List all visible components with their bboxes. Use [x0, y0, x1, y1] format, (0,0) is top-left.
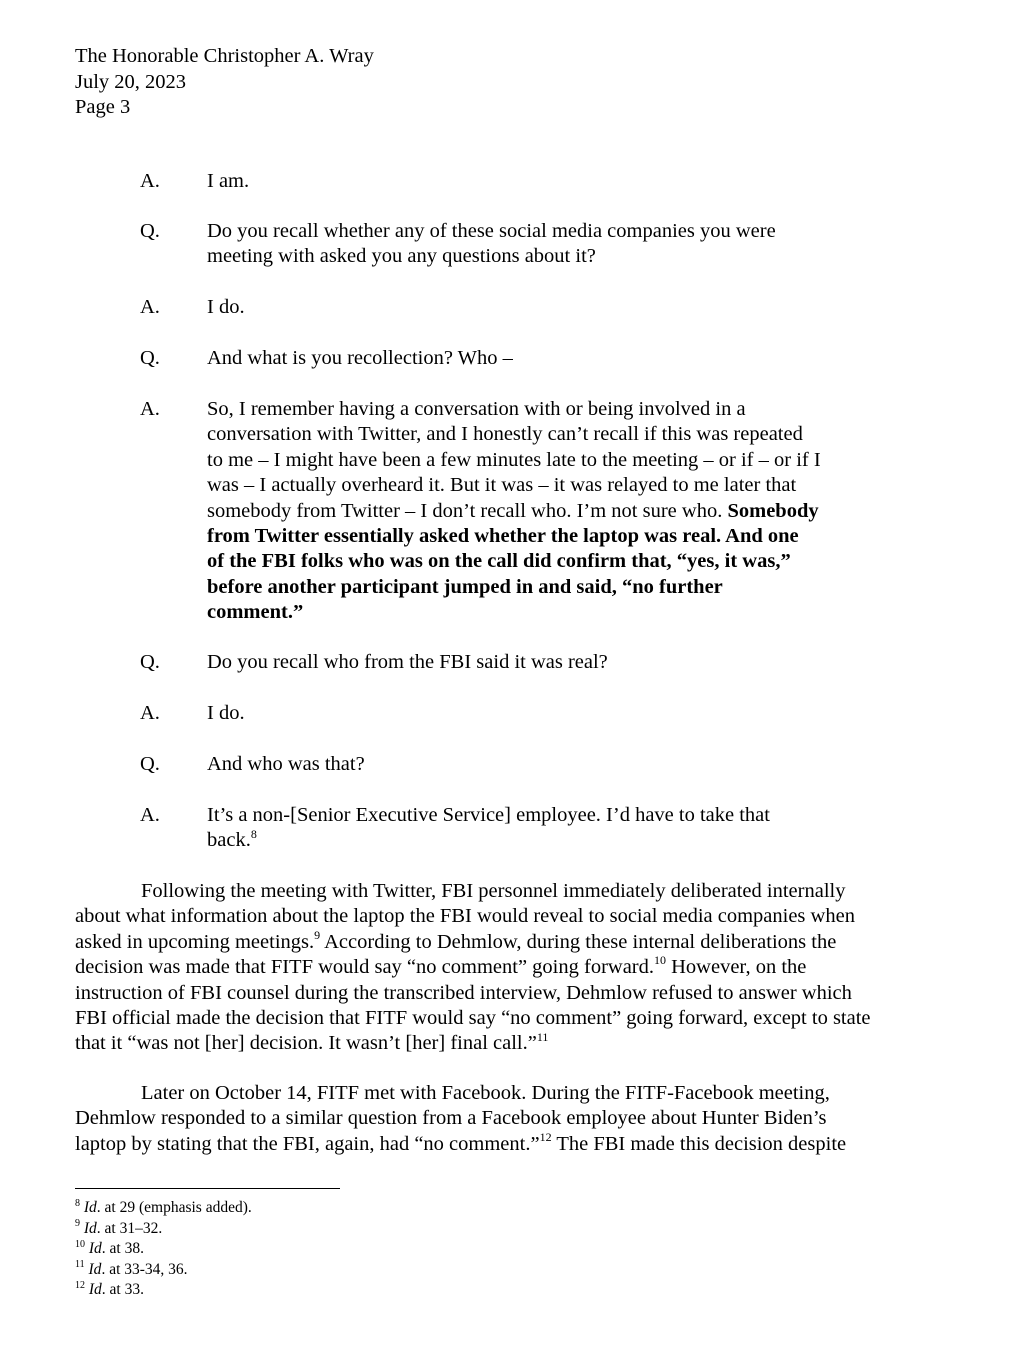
plain-text: that it “was not [her] decision. It wasn’t [her] final call.” — [75, 1032, 537, 1055]
text-line — [75, 1031, 945, 1056]
footnote-number: 8 — [75, 1197, 80, 1209]
page-number: Page 3 — [75, 96, 131, 118]
emphasis-text: before another participant jumped in and said, “no further — [207, 575, 723, 598]
plain-text: The FBI made this decision despite — [551, 1132, 847, 1155]
emphasis-text: of the FBI folks who was on the call did confirm that, “yes, it was,” — [207, 550, 791, 573]
text-line — [75, 927, 945, 955]
transcript-text: I do. — [207, 296, 245, 318]
text-line: FBI official made the decision that FITF would say “no comment” going forward, except to state — [75, 1007, 871, 1030]
emphasis-line — [207, 524, 887, 549]
transcript-text — [207, 397, 887, 626]
footnote-text: . at 38. — [101, 1240, 144, 1257]
footnote-number: 9 — [75, 1218, 80, 1230]
speaker-label: A. — [140, 702, 160, 724]
text-line: Later on October 14, FITF met with Facebook. During the FITF-Facebook meeting, — [141, 1082, 830, 1104]
speaker-label: A. — [140, 170, 160, 192]
emphasis-line — [207, 600, 887, 625]
text-line: So, I remember having a conversation with or being involved in a — [207, 398, 746, 420]
text-line: It’s a non-[Senior Executive Service] employee. I’d have to take that — [207, 804, 770, 826]
text-line: Dehmlow responded to a similar question from a Facebook employee about Hunter Biden’s — [75, 1107, 827, 1130]
text-line: conversation with Twitter, and I honestly can’t recall if this was repeated — [207, 423, 803, 446]
letter-header — [75, 44, 374, 121]
footnote — [75, 1260, 252, 1281]
text-line: about what information about the laptop the FBI would reveal to social media companies when — [75, 905, 855, 928]
letter-date: July 20, 2023 — [75, 70, 187, 93]
citation: Id — [83, 1219, 97, 1237]
footnote-text: . at 29 (emphasis added). — [96, 1199, 252, 1216]
speaker-label: Q. — [140, 220, 160, 242]
transcript-text: I am. — [207, 170, 250, 192]
transcript-text: Do you recall who from the FBI said it was real? — [207, 651, 608, 673]
emphasis-line — [207, 575, 887, 600]
footnote — [75, 1198, 252, 1219]
emphasis-text: Somebody — [727, 499, 819, 522]
text-line — [207, 828, 887, 853]
footnote-ref: 12 — [539, 1129, 552, 1144]
transcript-text: I do. — [207, 702, 245, 724]
footnote — [75, 1239, 252, 1260]
plain-text: However, on the — [666, 956, 807, 979]
footnote-ref: 11 — [536, 1029, 549, 1044]
speaker-label: A. — [140, 398, 160, 420]
footnote-number: 10 — [75, 1238, 85, 1250]
text-line: Following the meeting with Twitter, FBI personnel immediately deliberated internally — [141, 880, 846, 902]
footnote-text: . at 33. — [101, 1281, 144, 1298]
speaker-label: Q. — [140, 753, 160, 775]
transcript-text — [207, 219, 887, 270]
footnote-ref: 8 — [250, 826, 257, 841]
footnote — [75, 1219, 252, 1240]
text-line: Do you recall whether any of these social media companies you were — [207, 220, 776, 242]
citation: Id — [88, 1240, 102, 1257]
plain-text: back. — [207, 829, 251, 852]
plain-text: decision was made that FITF would say “no comment” going forward. — [75, 956, 654, 979]
footnote-ref: 10 — [654, 953, 666, 968]
citation: Id — [88, 1260, 102, 1278]
citation: Id — [88, 1281, 102, 1298]
text-line — [75, 955, 945, 980]
speaker-label: A. — [140, 296, 160, 318]
body-paragraph — [75, 879, 945, 1057]
transcript-text — [207, 803, 887, 854]
text-line: was – I actually overheard it. But it was – it was relayed to me later that — [207, 474, 797, 497]
plain-text: According to Dehmlow, during these internal deliberations the — [320, 930, 837, 953]
plain-text: laptop by stating that the FBI, again, had “no comment.” — [75, 1132, 540, 1155]
footnote-text: . at 33-34, 36. — [101, 1260, 188, 1278]
plain-text: asked in upcoming meetings. — [75, 930, 315, 953]
speaker-label: Q. — [140, 651, 160, 673]
footnote-divider — [75, 1188, 340, 1189]
emphasis-text: comment.” — [207, 601, 304, 624]
footnote-number: 12 — [75, 1279, 85, 1291]
footnote-number: 11 — [75, 1259, 85, 1271]
emphasis-text: from Twitter essentially asked whether the laptop was real. And one — [207, 525, 799, 548]
footnote-ref: 9 — [314, 927, 321, 942]
speaker-label: Q. — [140, 347, 160, 369]
footnotes — [75, 1198, 252, 1301]
addressee: The Honorable Christopher A. Wray — [75, 45, 374, 67]
citation: Id — [83, 1199, 97, 1216]
footnote — [75, 1280, 252, 1301]
plain-text: somebody from Twitter – I don’t recall who. I’m not sure who. — [207, 499, 728, 522]
body-paragraph — [75, 1081, 945, 1157]
transcript-text: And what is you recollection? Who – — [207, 347, 513, 369]
emphasis-line — [207, 549, 887, 574]
footnote-text: . at 31–32. — [96, 1219, 163, 1237]
transcript-text: And who was that? — [207, 753, 365, 775]
text-line: to me – I might have been a few minutes late to the meeting – or if – or if I — [207, 448, 821, 471]
text-line — [75, 1129, 945, 1157]
text-line — [207, 499, 887, 524]
text-line: instruction of FBI counsel during the transcribed interview, Dehmlow refused to answer which — [75, 981, 852, 1004]
text-line: meeting with asked you any questions about it? — [207, 245, 596, 268]
speaker-label: A. — [140, 804, 160, 826]
